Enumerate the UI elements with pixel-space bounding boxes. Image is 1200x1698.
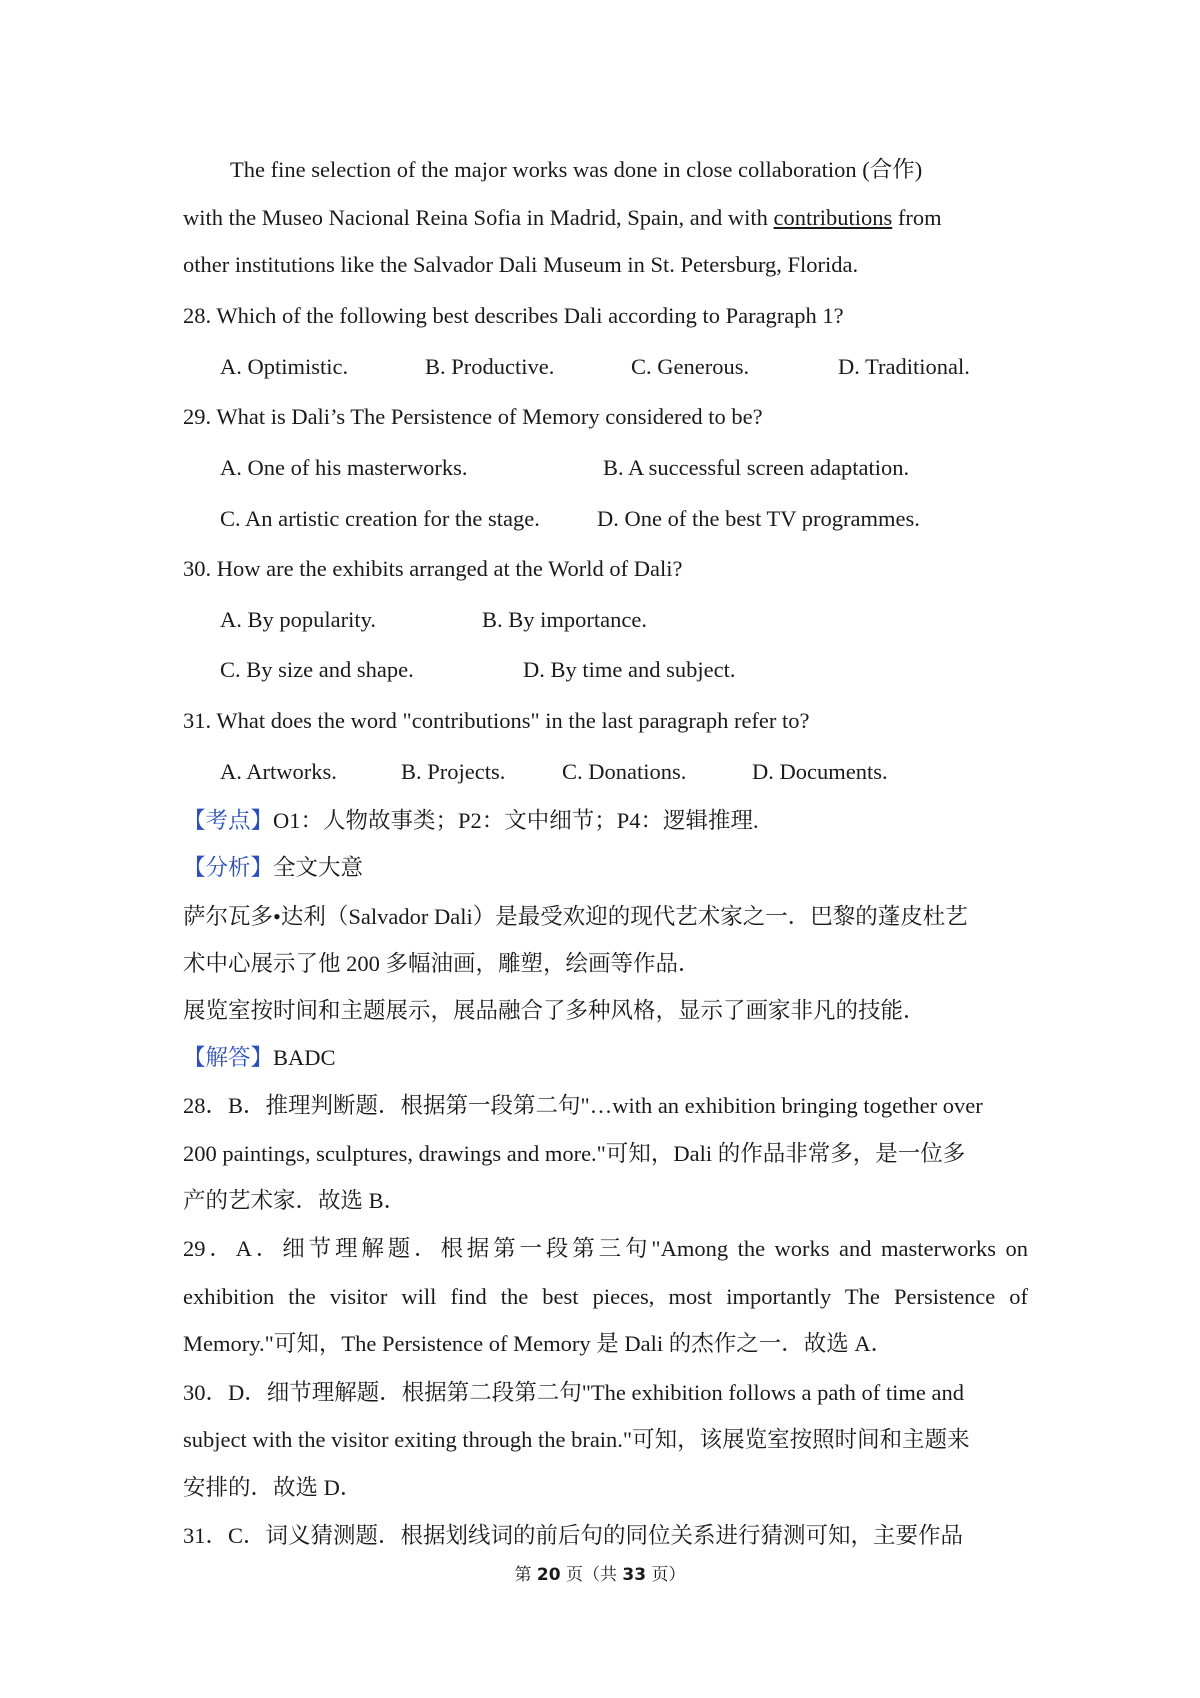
answer-29-line-3: Memory."可知，The Persistence of Memory 是 Dali 的杰作之一．故选 A． — [183, 1331, 894, 1356]
answer-28-line-3: 产的艺术家．故选 B． — [183, 1188, 407, 1213]
q28-option-d: D. Traditional. — [838, 354, 970, 379]
q30-option-d: D. By time and subject. — [523, 657, 736, 682]
q28-option-c: C. Generous. — [631, 354, 750, 379]
fenxi-tag: 【分析】 — [183, 855, 274, 880]
answer-30-line-2: subject with the visitor exiting through the brain."可知，该展览室按照时间和主题来 — [183, 1427, 970, 1452]
answer-29-line-2: exhibition the visitor will find the best pieces, most importantly The Persistence of — [183, 1284, 1028, 1309]
fenxi-paragraph-line-2: 术中心展示了他 200 多幅油画，雕塑，绘画等作品． — [183, 951, 701, 976]
q31-option-c: C. Donations. — [562, 759, 687, 784]
fenxi-text: 全文大意 — [273, 855, 364, 880]
passage-line-3: other institutions like the Salvador Dali Museum in St. Petersburg, Florida. — [183, 252, 859, 277]
jieda-tag: 【解答】 — [183, 1045, 274, 1070]
answer-31-line-1: 31．C．词义猜测题．根据划线词的前后句的同位关系进行猜测可知，主要作品 — [183, 1523, 964, 1548]
q31-option-d: D. Documents. — [752, 759, 888, 784]
underlined-word-contributions: contributions — [773, 205, 893, 230]
answer-28-line-2: 200 paintings, sculptures, drawings and more."可知，Dali 的作品非常多，是一位多 — [183, 1141, 966, 1166]
answer-30-line-1: 30．D．细节理解题．根据第二段第二句"The exhibition follows a path of time and — [183, 1380, 964, 1405]
passage-line-1: The fine selection of the major works was done in close collaboration (合作) — [230, 157, 923, 182]
answer-30-line-3: 安排的．故选 D． — [183, 1475, 363, 1500]
q28-option-a: A. Optimistic. — [220, 354, 349, 379]
answer-28-line-1: 28．B．推理判断题．根据第一段第二句"…with an exhibition bringing together over — [183, 1093, 983, 1118]
question-29-stem: 29. What is Dali’s The Persistence of Memory considered to be? — [183, 404, 763, 429]
passage-line-2-start: with the Museo Nacional Reina Sofia in Madrid, Spain, and with — [183, 205, 774, 230]
footer-page-number: 20 — [536, 1565, 561, 1585]
q31-option-a: A. Artworks. — [220, 759, 337, 784]
q29-option-d: D. One of the best TV programmes. — [597, 506, 920, 531]
kaodian-tag: 【考点】 — [183, 808, 274, 833]
fenxi-line — [183, 853, 1028, 883]
passage-line-2 — [183, 203, 1028, 233]
footer-suffix: 页） — [646, 1565, 686, 1585]
question-30-stem: 30. How are the exhibits arranged at the World of Dali? — [183, 556, 683, 581]
q28-option-b: B. Productive. — [425, 354, 555, 379]
footer-total-pages: 33 — [622, 1565, 647, 1585]
question-31-stem: 31. What does the word "contributions" in the last paragraph refer to? — [183, 708, 810, 733]
fenxi-paragraph-line-1: 萨尔瓦多•达利（Salvador Dali）是最受欢迎的现代艺术家之一．巴黎的蓬皮杜艺 — [183, 904, 968, 929]
q30-option-c: C. By size and shape. — [220, 657, 414, 682]
jieda-text: BADC — [273, 1045, 336, 1070]
question-28-stem: 28. Which of the following best describes Dali according to Paragraph 1? — [183, 303, 844, 328]
q30-option-b: B. By importance. — [482, 607, 647, 632]
footer-prefix: 第 — [514, 1565, 537, 1585]
q29-option-b: B. A successful screen adaptation. — [603, 455, 910, 480]
q29-option-c: C. An artistic creation for the stage. — [220, 506, 540, 531]
footer-middle: 页（共 — [560, 1565, 623, 1585]
fenxi-paragraph-line-3: 展览室按时间和主题展示，展品融合了多种风格，显示了画家非凡的技能． — [183, 998, 926, 1023]
page-footer — [0, 1564, 1200, 1586]
kaodian-line — [183, 806, 1028, 836]
q30-option-a: A. By popularity. — [220, 607, 377, 632]
q31-option-b: B. Projects. — [401, 759, 506, 784]
q29-option-a: A. One of his masterworks. — [220, 455, 468, 480]
answer-29-line-1: 29．A．细节理解题．根据第一段第三句"Among the works and masterworks on — [183, 1236, 1028, 1261]
passage-line-2-end: from — [892, 205, 942, 230]
jieda-line — [183, 1043, 1028, 1073]
kaodian-text: O1：人物故事类；P2：文中细节；P4：逻辑推理. — [273, 808, 759, 833]
